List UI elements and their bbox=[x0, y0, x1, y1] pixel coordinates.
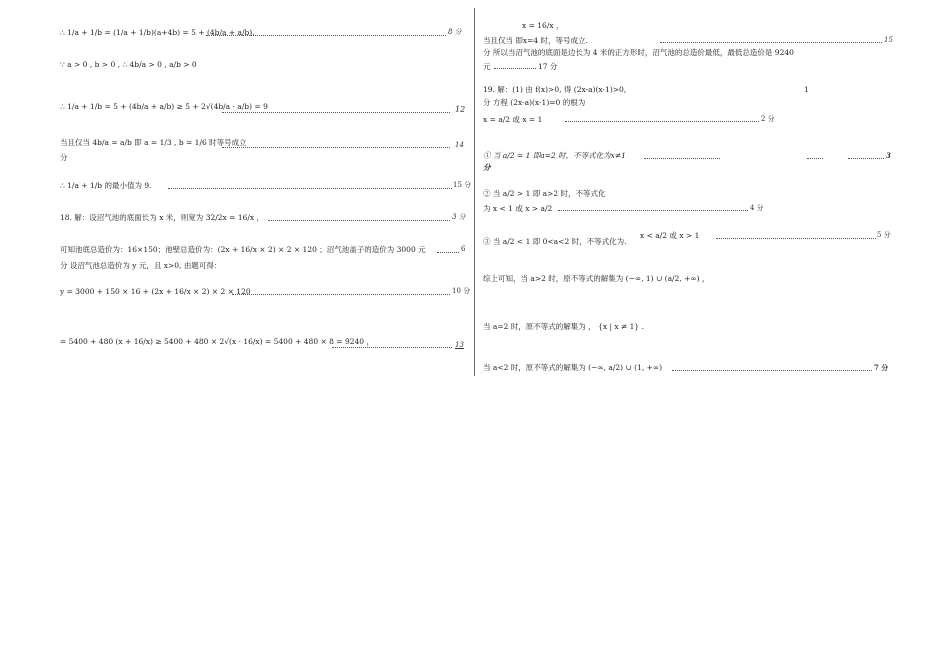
case-2: ② 当 a/2 > 1 即 a>2 时，不等式化 bbox=[483, 189, 606, 198]
dot-leader bbox=[807, 158, 823, 159]
score-mark: 1 bbox=[804, 85, 809, 94]
score-mark: 14 bbox=[455, 141, 464, 149]
case-2-result: 为 x < 1 或 x > a/2 bbox=[483, 204, 553, 213]
dot-leader bbox=[565, 121, 759, 122]
dot-leader bbox=[848, 158, 884, 159]
score-mark: 10 分 bbox=[452, 287, 471, 295]
column-divider bbox=[474, 8, 475, 376]
score-mark: 3 分 bbox=[452, 213, 466, 221]
case-1-unit: 分 bbox=[483, 163, 491, 172]
dot-leader bbox=[206, 35, 446, 36]
case-1: ① 当 a/2 = 1 即a=2 时，不等式化为x≠1 bbox=[483, 151, 626, 160]
step-positivity: ∵ a > 0 , b > 0 , ∴ 4b/a > 0 , a/b > 0 bbox=[60, 60, 197, 69]
dot-leader bbox=[168, 188, 452, 189]
step-unit: 分 bbox=[60, 153, 68, 162]
dot-leader bbox=[332, 347, 452, 348]
dot-leader bbox=[660, 42, 882, 43]
step-sum-expansion: ∴ 1/a + 1/b = (1/a + 1/b)(a+4b) = 5 + (4b/a + a/b), bbox=[60, 28, 255, 37]
score-mark: 15 分 bbox=[453, 181, 472, 189]
summary-a-gt-2: 综上可知，当 a>2 时，原不等式的解集为 (−∞, 1) ∪ (a/2, +∞) ， bbox=[483, 274, 710, 283]
summary-a-lt-2: 当 a<2 时，原不等式的解集为 (−∞, a/2) ∪ (1, +∞) bbox=[483, 363, 663, 372]
score-mark: 15 bbox=[884, 36, 893, 44]
step-minimum: ∴ 1/a + 1/b 的最小值为 9. bbox=[60, 181, 152, 190]
dot-leader bbox=[222, 112, 450, 113]
score-mark: 12 bbox=[455, 105, 466, 114]
problem-18-minimum: = 5400 + 480 (x + 16/x) ≥ 5400 + 480 × 2√(x · 16/x) = 5400 + 480 × 8 = 9240 ， bbox=[60, 337, 374, 346]
dot-leader bbox=[268, 220, 450, 221]
dot-leader bbox=[222, 147, 450, 148]
equality-condition: 当且仅当 即x=4 时，等号成立. bbox=[483, 36, 588, 45]
step-equality-condition: 当且仅当 4b/a = a/b 即 a = 1/3 , b = 1/6 时等号成立 bbox=[60, 138, 247, 147]
dot-leader bbox=[716, 238, 876, 239]
problem-18-costs: 可知池底总造价为：16×150；池壁总造价为：(2x + 16/x × 2) × 2 × 120 ；沼气池盖子的造价为 3000 元 bbox=[60, 245, 426, 254]
score-mark: 2 分 bbox=[761, 115, 775, 123]
score-mark: 3 bbox=[886, 151, 891, 160]
problem-18-setup: 18. 解：设沼气池的底面长为 x 米，则宽为 32/2x = 16/x ， bbox=[60, 213, 265, 222]
dot-leader bbox=[558, 210, 748, 211]
equality-expression: x = 16/x ， bbox=[522, 21, 564, 30]
problem-18-variable: 分 设沼气池总造价为 y 元，且 x>0, 由题可得： bbox=[60, 261, 222, 270]
summary-a-eq-2: 当 a=2 时，原不等式的解集为 ， {x | x ≠ 1} . bbox=[483, 322, 644, 331]
score-mark: 17 分 bbox=[538, 62, 558, 71]
problem-18-total-cost: y = 3000 + 150 × 16 + (2x + 16/x × 2) × 2 × 120 bbox=[60, 287, 251, 296]
score-mark: 5 分 bbox=[877, 231, 891, 239]
dot-leader bbox=[644, 158, 720, 159]
dot-leader bbox=[437, 252, 459, 253]
dot-leader bbox=[494, 68, 536, 69]
roots-value: x = a/2 或 x = 1 bbox=[483, 115, 543, 124]
score-mark: 4 分 bbox=[750, 204, 764, 212]
problem-19-start: 19. 解：(1) 由 f(x)>0, 得 (2x-a)(x-1)>0, bbox=[483, 85, 627, 94]
case-3-result: x < a/2 或 x > 1 bbox=[640, 231, 700, 240]
score-mark: 8 分 bbox=[448, 28, 462, 36]
conclusion-18: 分 所以当沼气池的底面是边长为 4 米的正方形时，沼气池的总造价最低，最低总造价是 9240 bbox=[483, 48, 794, 57]
dot-leader bbox=[232, 294, 450, 295]
case-3: ③ 当 a/2 < 1 即 0<a<2 时，不等式化为. bbox=[483, 237, 627, 246]
score-mark: 6 bbox=[461, 245, 466, 253]
score-mark: 13 bbox=[455, 341, 464, 349]
conclusion-18-unit: 元 bbox=[483, 62, 491, 71]
step-inequality: ∴ 1/a + 1/b = 5 + (4b/a + a/b) ≥ 5 + 2√(4b/a · a/b) = 9 bbox=[60, 102, 268, 111]
score-mark: 7 分 bbox=[874, 363, 889, 372]
dot-leader bbox=[672, 370, 872, 371]
problem-19-roots: 分 方程 (2x-a)(x-1)=0 的根为 bbox=[483, 98, 586, 107]
